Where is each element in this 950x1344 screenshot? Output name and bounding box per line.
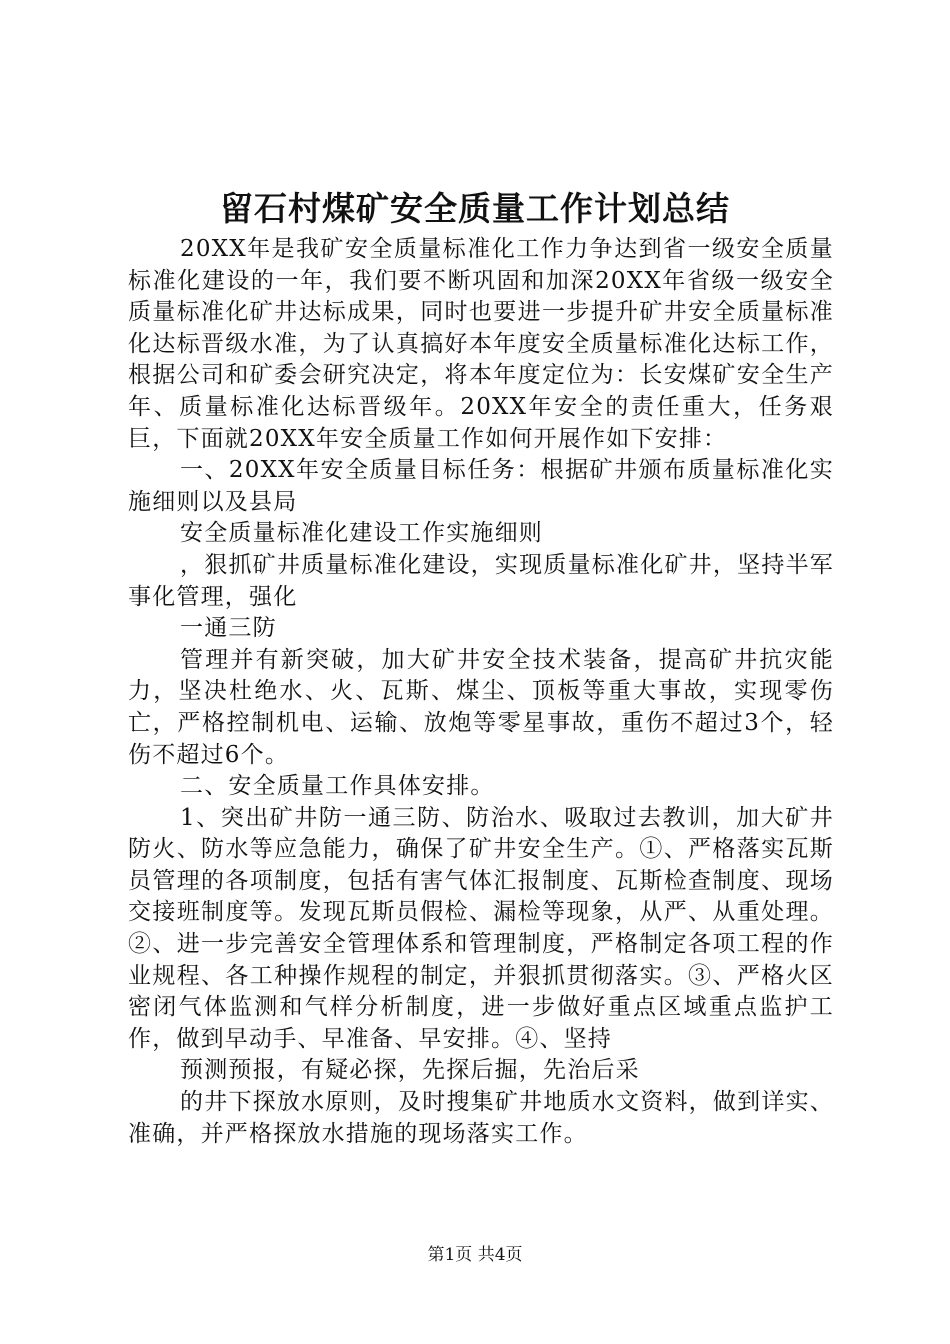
document-title: 留石村煤矿安全质量工作计划总结 bbox=[220, 189, 730, 228]
paragraph-fragment-principle: 预测预报，有疑必探，先探后掘，先治后采 bbox=[180, 1057, 640, 1084]
page-footer: 第1页 共4页 bbox=[427, 1245, 523, 1265]
paragraph-water-exploration: 的井下探放水原则，及时搜集矿井地质水文资料，做到详实、准确，并严格探放水措施的现场落实工作。 bbox=[128, 1089, 834, 1147]
document-body bbox=[128, 234, 834, 1150]
paragraph-fragment-ventilation: 一通三防 bbox=[180, 615, 277, 642]
paragraph-item-1: 1、突出矿井防一通三防、防治水、吸取过去教训，加大矿井防火、防水等应急能力，确保了矿井安全生产。①、严格落实瓦斯员管理的各项制度，包括有害气体汇报制度、瓦斯检查制度、现场交接班制度等。发现瓦斯员假检、漏检等现象，从严、从重处理。②、进一步完善安全管理体系和管理制度，严格制定各项工程的作业规程、各工种操作规程的制定，并狠抓贯彻落实。③、严格火区密闭气体监测和气样分析制度，进一步做好重点区域重点监护工作，做到早动手、早准备、早安排。④、坚持 bbox=[128, 804, 834, 1052]
paragraph-targets: 管理并有新突破，加大矿井安全技术装备，提高矿井抗灾能力，坚决杜绝水、火、瓦斯、煤尘、顶板等重大事故，实现零伤亡，严格控制机电、运输、放炮等零星事故，重伤不超过3个，轻伤不超过6个。 bbox=[128, 646, 834, 768]
paragraph-section-2-heading: 二、安全质量工作具体安排。 bbox=[180, 773, 495, 800]
paragraph-section-1-heading: 一、20XX年安全质量目标任务：根据矿井颁布质量标准化实施细则以及县局 bbox=[128, 457, 834, 515]
paragraph-intro: 20XX年是我矿安全质量标准化工作力争达到省一级安全质量标准化建设的一年，我们要不断巩固和加深20XX年省级一级安全质量标准化矿井达标成果，同时也要进一步提升矿井安全质量标准化达标晋级水准，为了认真搞好本年度安全质量标准化达标工作，根据公司和矿委会研究决定，将本年度定位为：长安煤矿安全生产年、质量标准化达标晋级年。20XX年安全的责任重大，任务艰巨，下面就20XX年安全质量工作如何开展作如下安排： bbox=[128, 236, 834, 452]
paragraph-fragment-management: ，狠抓矿井质量标准化建设，实现质量标准化矿井，坚持半军事化管理，强化 bbox=[128, 551, 834, 610]
paragraph-fragment-rules: 安全质量标准化建设工作实施细则 bbox=[180, 520, 543, 547]
